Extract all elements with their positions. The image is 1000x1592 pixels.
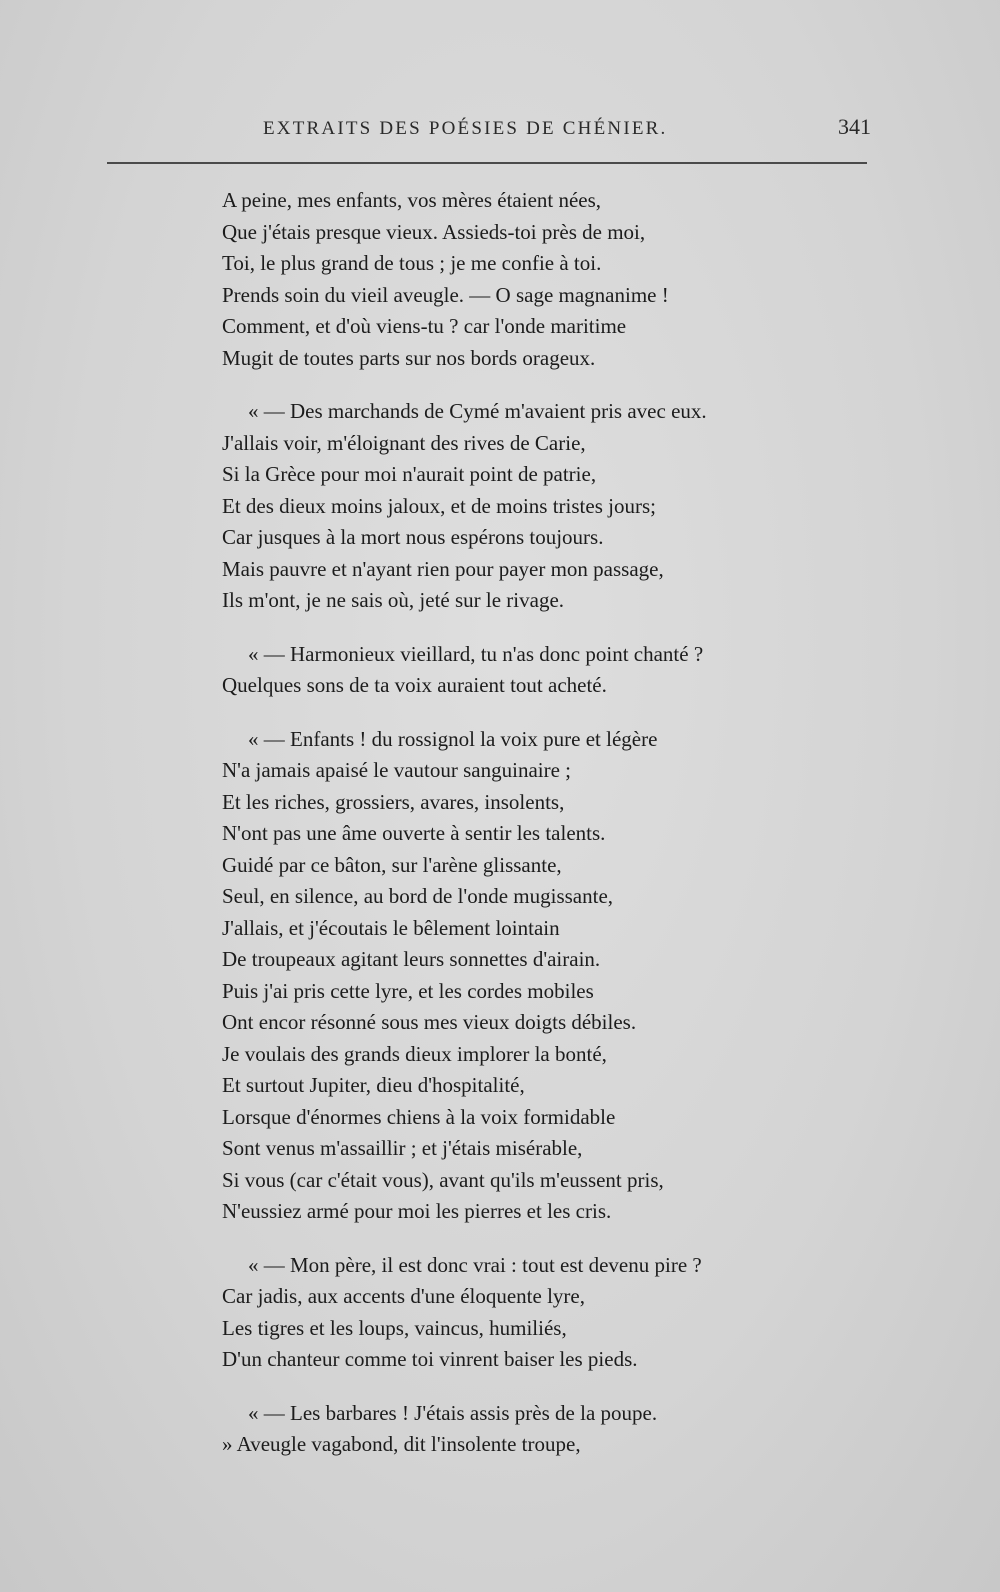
verse-line: Si vous (car c'était vous), avant qu'ils m'eussent pris, <box>222 1167 664 1192</box>
verse-line: Ont encor résonné sous mes vieux doigts débiles. <box>222 1010 637 1034</box>
stanza <box>222 724 782 1228</box>
stanza <box>222 639 782 702</box>
stanza <box>222 396 782 617</box>
verse-line: Puis j'ai pris cette lyre, et les cordes mobiles <box>222 978 594 1003</box>
verse-line: Car jusques à la mort nous espérons toujours. <box>222 525 604 549</box>
verse-line: Et les riches, grossiers, avares, insolents, <box>222 789 565 814</box>
verse-line: Les tigres et les loups, vaincus, humiliés, <box>222 1315 567 1340</box>
poem-text <box>222 185 782 1483</box>
verse-line: « — Les barbares ! J'étais assis près de la poupe. <box>248 1400 658 1425</box>
verse-line: Prends soin du vieil aveugle. — O sage magnanime ! <box>222 282 669 307</box>
verse-line: N'eussiez armé pour moi les pierres et les cris. <box>222 1199 612 1223</box>
verse-line: N'a jamais apaisé le vautour sanguinaire ; <box>222 758 571 782</box>
verse-line: A peine, mes enfants, vos mères étaient nées, <box>222 188 602 212</box>
verse-line: Ils m'ont, je ne sais où, jeté sur le rivage. <box>222 588 565 612</box>
verse-line: « — Harmonieux vieillard, tu n'as donc point chanté ? <box>248 641 704 666</box>
verse-line: « — Des marchands de Cymé m'avaient pris avec eux. <box>248 399 707 423</box>
verse-line: Et surtout Jupiter, dieu d'hospitalité, <box>222 1073 525 1097</box>
verse-line: Car jadis, aux accents d'une éloquente lyre, <box>222 1284 585 1308</box>
verse-line: « — Mon père, il est donc vrai : tout est devenu pire ? <box>248 1252 702 1277</box>
verse-line: Que j'étais presque vieux. Assieds-toi près de moi, <box>222 219 646 244</box>
verse-line: « — Enfants ! du rossignol la voix pure et légère <box>248 726 658 751</box>
verse-line: Guidé par ce bâton, sur l'arène glissante, <box>222 852 562 877</box>
verse-line: Seul, en silence, au bord de l'onde mugissante, <box>222 884 614 908</box>
verse-line: N'ont pas une âme ouverte à sentir les talents. <box>222 821 606 845</box>
verse-line: Lorsque d'énormes chiens à la voix formidable <box>222 1104 616 1129</box>
verse-line: D'un chanteur comme toi vinrent baiser les pieds. <box>222 1347 638 1371</box>
verse-line: Et des dieux moins jaloux, et de moins tristes jours; <box>222 493 656 518</box>
stanza <box>222 1398 782 1461</box>
header-rule <box>107 162 867 164</box>
verse-line: J'allais, et j'écoutais le bêlement lointain <box>222 915 560 940</box>
verse-line: Si la Grèce pour moi n'aurait point de patrie, <box>222 462 597 486</box>
verse-line: Mugit de toutes parts sur nos bords orageux. <box>222 345 596 370</box>
verse-line: Toi, le plus grand de tous ; je me confie à toi. <box>222 251 602 275</box>
running-title: EXTRAITS DES POÉSIES DE CHÉNIER. <box>263 118 668 139</box>
verse-line: Mais pauvre et n'ayant rien pour payer mon passage, <box>222 556 664 581</box>
verse-line: Comment, et d'où viens-tu ? car l'onde maritime <box>222 314 627 338</box>
stanza <box>222 185 782 374</box>
page-number: 341 <box>838 114 871 139</box>
verse-line: Quelques sons de ta voix auraient tout acheté. <box>222 673 607 697</box>
verse-line: J'allais voir, m'éloignant des rives de Carie, <box>222 430 586 455</box>
verse-line: » Aveugle vagabond, dit l'insolente troupe, <box>222 1432 581 1456</box>
verse-line: Sont venus m'assaillir ; et j'étais misérable, <box>222 1136 583 1160</box>
verse-line: De troupeaux agitant leurs sonnettes d'airain. <box>222 947 601 971</box>
stanza <box>222 1250 782 1376</box>
verse-line: Je voulais des grands dieux implorer la bonté, <box>222 1041 607 1066</box>
